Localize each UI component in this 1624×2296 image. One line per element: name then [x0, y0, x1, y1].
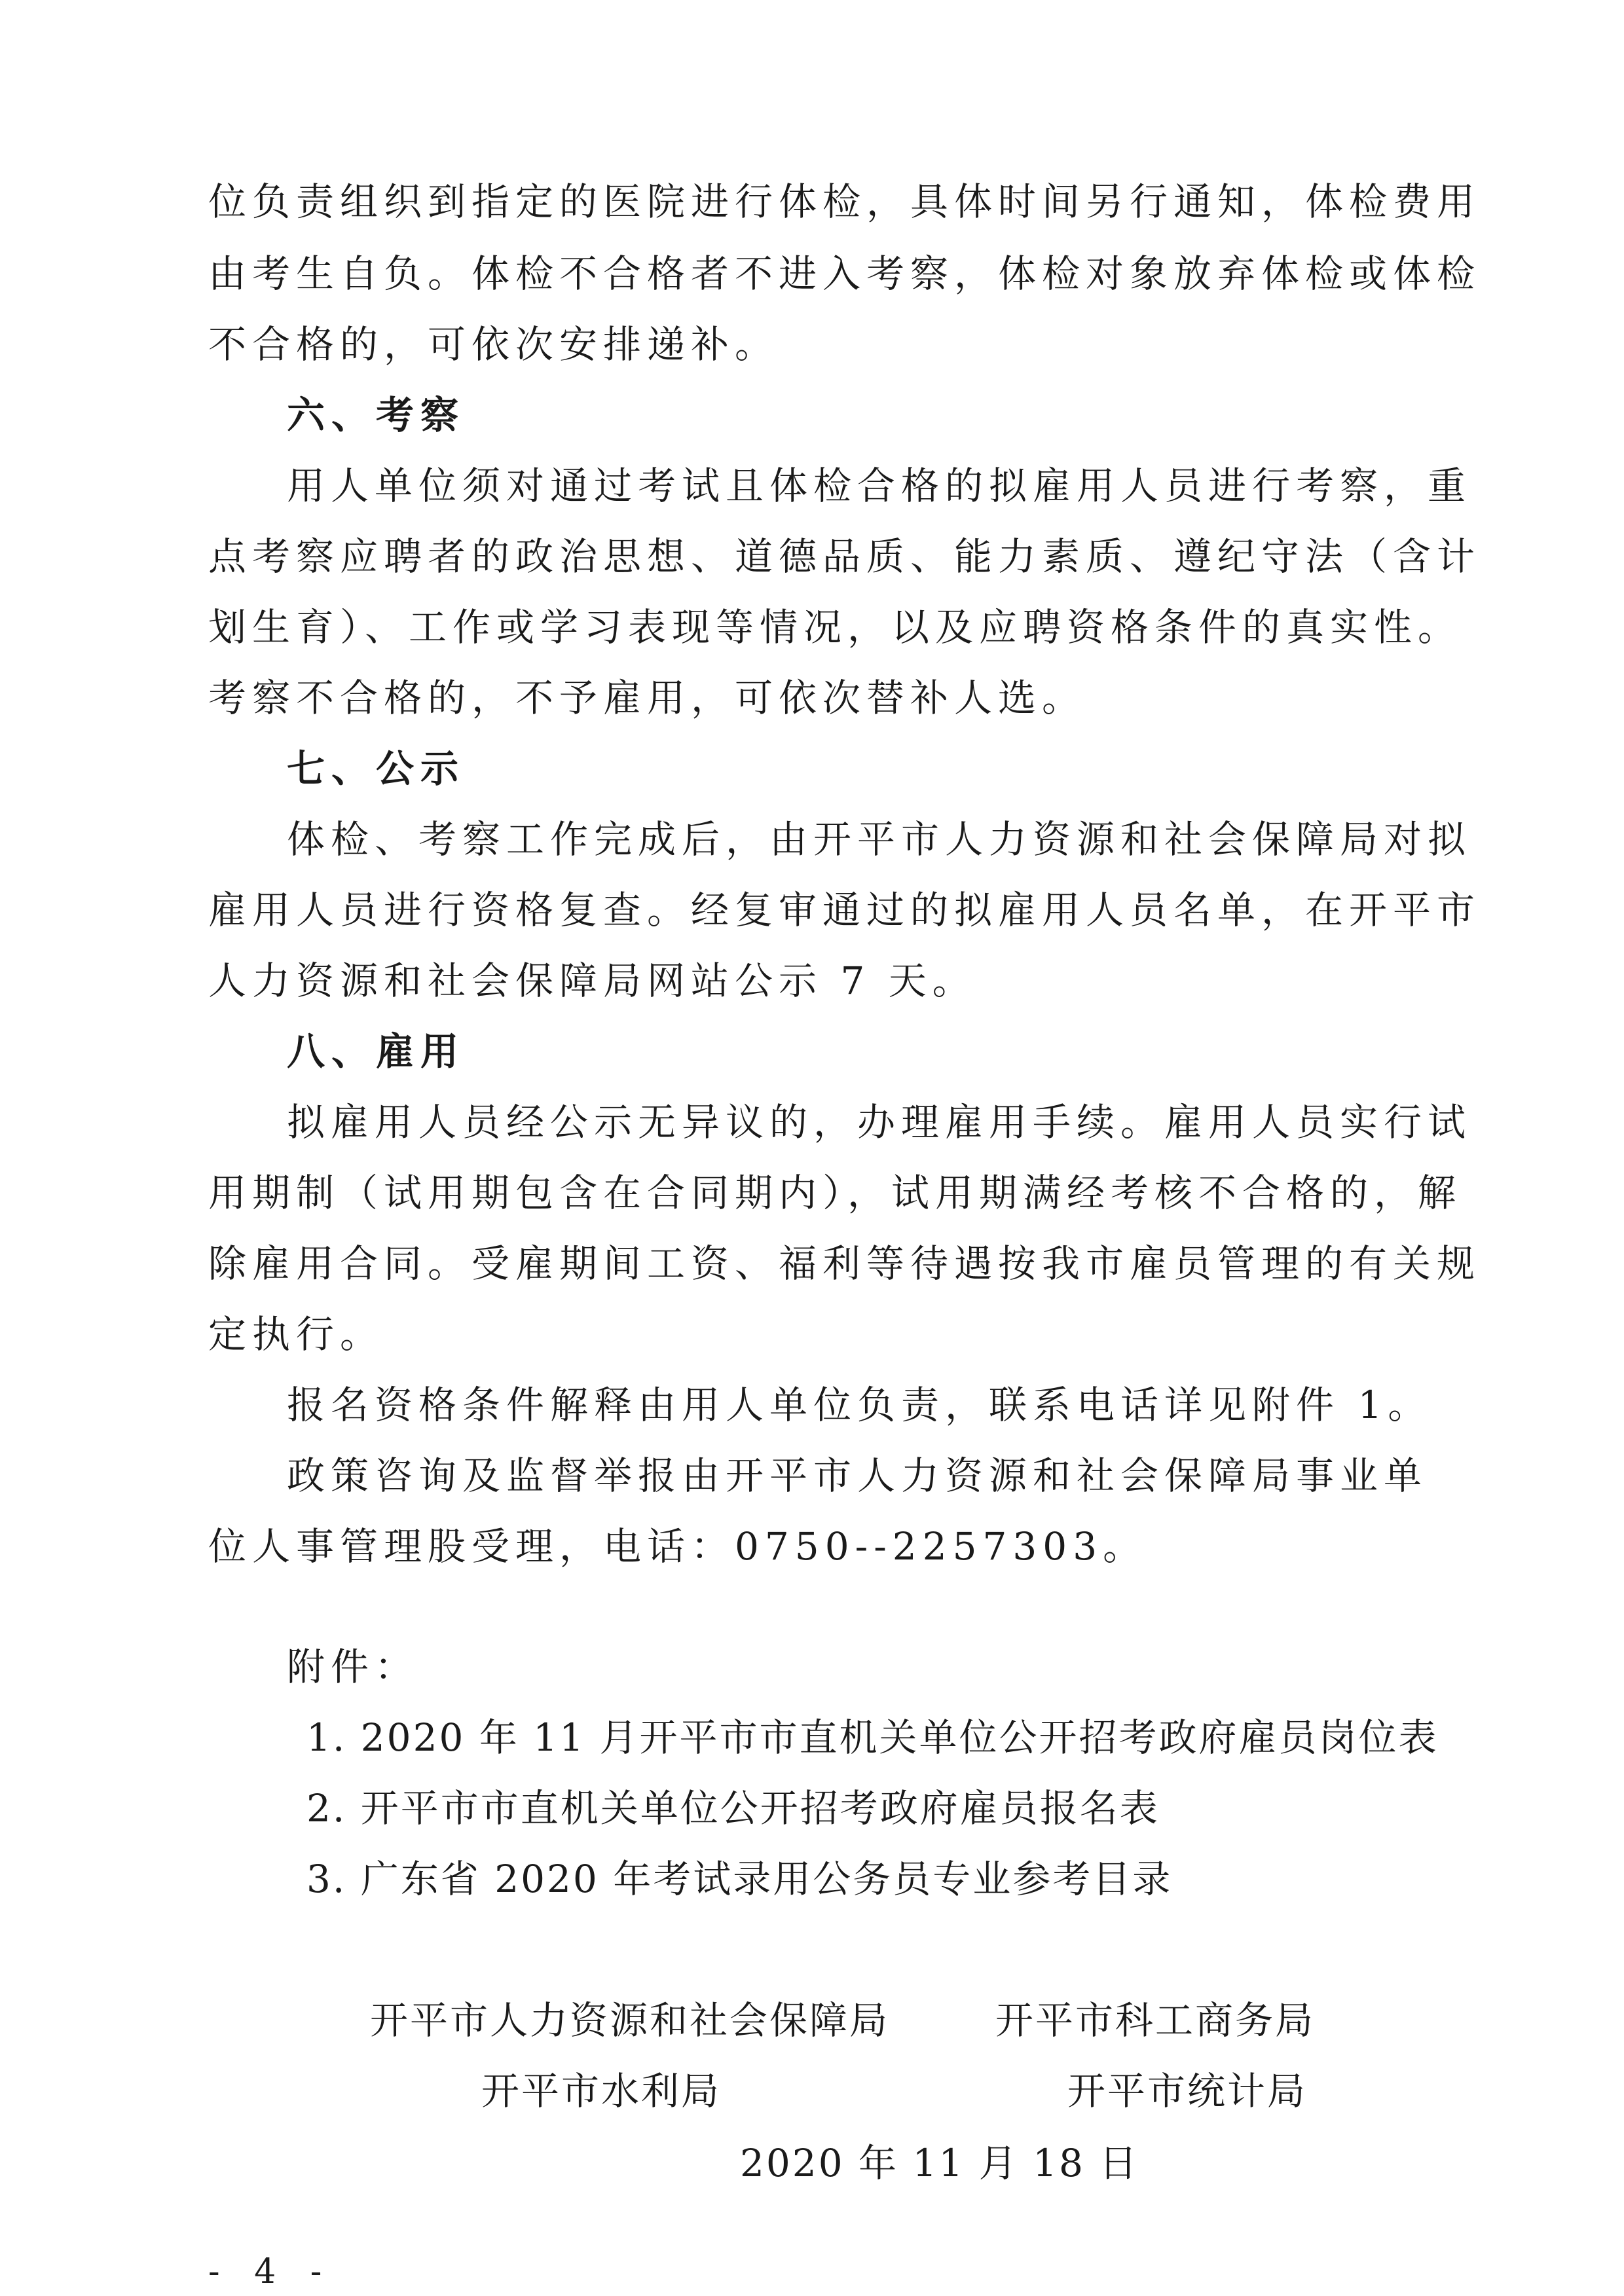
signature-org: 开平市人力资源和社会保障局: [370, 1998, 890, 2043]
body-line: 拟雇用人员经公示无异议的，办理雇用手续。雇用人员实行试: [287, 1100, 1472, 1144]
body-line: 体检、考察工作完成后，由开平市人力资源和社会保障局对拟: [287, 817, 1472, 862]
body-line: 用期制（试用期包含在合同期内），试用期满经考核不合格的，解: [208, 1171, 1462, 1215]
body-line: 用人单位须对通过考试且体检合格的拟雇用人员进行考察，重: [287, 464, 1472, 508]
body-line: 由考生自负。体检不合格者不进入考察，体检对象放弃体检或体检: [208, 251, 1481, 296]
signature-date: 2020 年 11 月 18 日: [740, 2141, 1139, 2185]
body-line: 划生育）、工作或学习表现等情况，以及应聘资格条件的真实性。: [208, 605, 1462, 649]
attachment-item: 1. 2020 年 11 月开平市市直机关单位公开招考政府雇员岗位表: [306, 1715, 1439, 1760]
body-line: 不合格的，可依次安排递补。: [208, 322, 779, 367]
body-line: 定执行。: [208, 1312, 384, 1357]
section-heading-publicity: 七、公示: [287, 746, 466, 791]
body-line: 位负责组织到指定的医院进行体检，具体时间另行通知，体检费用: [208, 179, 1481, 224]
attachment-item: 2. 开平市市直机关单位公开招考政府雇员报名表: [306, 1786, 1160, 1831]
attachments-label: 附件：: [287, 1645, 419, 1689]
body-line: 报名资格条件解释由用人单位负责，联系电话详见附件 1。: [287, 1383, 1432, 1427]
body-line: 点考察应聘者的政治思想、道德品质、能力素质、遵纪守法（含计: [208, 534, 1481, 579]
body-line: 政策咨询及监督举报由开平市人力资源和社会保障局事业单: [287, 1453, 1428, 1498]
body-line: 人力资源和社会保障局网站公示 7 天。: [208, 958, 976, 1003]
section-heading-inspection: 六、考察: [287, 393, 466, 437]
body-line: 雇用人员进行资格复查。经复审通过的拟雇用人员名单，在开平市: [208, 888, 1481, 932]
attachment-item: 3. 广东省 2020 年考试录用公务员专业参考目录: [306, 1857, 1173, 1901]
signature-org: 开平市科工商务局: [995, 1998, 1316, 2043]
section-heading-employment: 八、雇用: [287, 1029, 466, 1074]
body-line: 考察不合格的，不予雇用，可依次替补人选。: [208, 676, 1086, 720]
signature-org: 开平市水利局: [481, 2069, 722, 2113]
signature-org: 开平市统计局: [1067, 2069, 1308, 2113]
body-line: 位人事管理股受理，电话：0750--2257303。: [208, 1524, 1147, 1569]
page-number: - 4 -: [208, 2252, 334, 2291]
body-line: 除雇用合同。受雇期间工资、福利等待遇按我市雇员管理的有关规: [208, 1241, 1481, 1286]
